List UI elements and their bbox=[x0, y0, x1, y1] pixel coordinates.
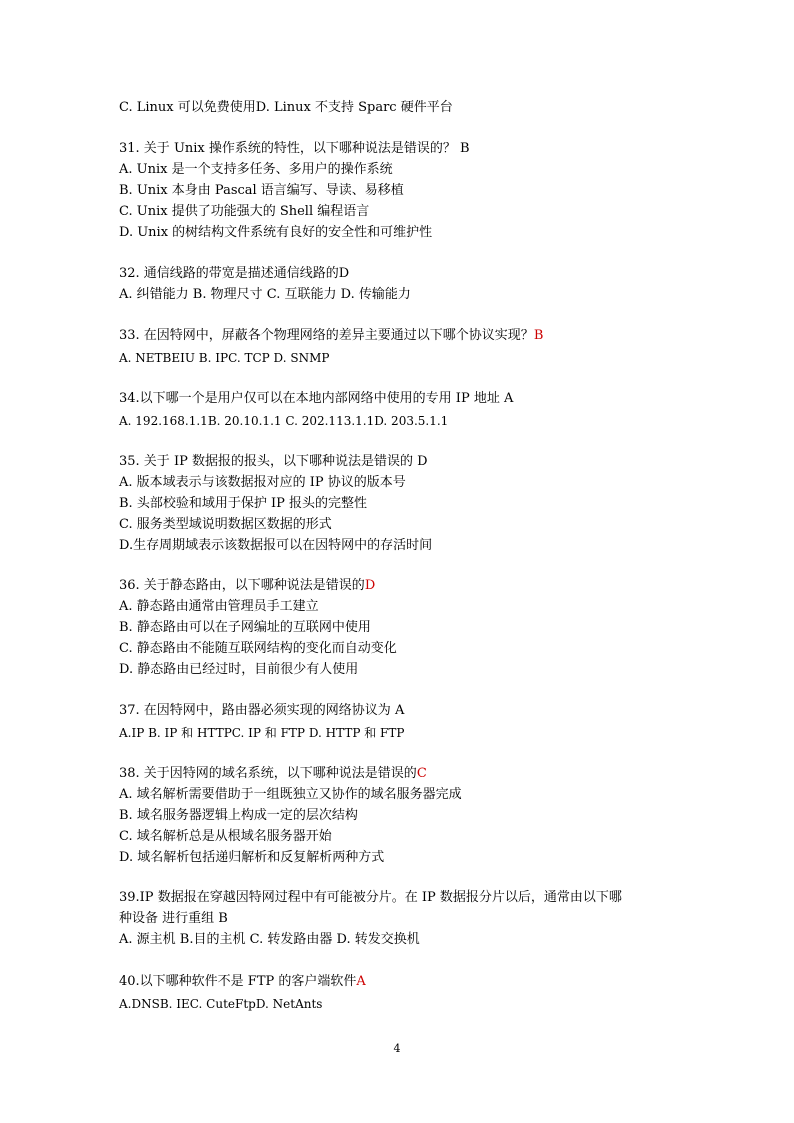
option-a: A. 域名解析需要借助于一组既独立又协作的域名服务器完成 bbox=[119, 787, 462, 802]
option-a: A. Unix 是一个支持多任务、多用户的操作系统 bbox=[119, 162, 393, 177]
question-36 bbox=[119, 578, 375, 594]
options: A.DNSB. IEC. CuteFtpD. NetAnts bbox=[119, 997, 323, 1011]
question-40 bbox=[119, 974, 366, 990]
question-34: 34.以下哪一个是用户仅可以在本地内部网络中使用的专用 IP 地址 A bbox=[119, 391, 514, 406]
option-d: D. Unix 的树结构文件系统有良好的安全性和可维护性 bbox=[119, 225, 433, 240]
option-b: B. Unix 本身由 Pascal 语言编写、导读、易移植 bbox=[119, 183, 404, 198]
option-b: B. 域名服务器逻辑上构成一定的层次结构 bbox=[119, 808, 358, 823]
question-text: 33. 在因特网中，屏蔽各个物理网络的差异主要通过以下哪个协议实现？ bbox=[119, 328, 534, 343]
question-39: 39.IP 数据报在穿越因特网过程中有可能被分片。在 IP 数据报分片以后，通常由以下哪 bbox=[119, 890, 622, 905]
question-31: 31. 关于 Unix 操作系统的特性，以下哪种说法是错误的？ B bbox=[119, 141, 470, 156]
option-c: C. Unix 提供了功能强大的 Shell 编程语言 bbox=[119, 204, 370, 219]
answer-mark: C bbox=[416, 766, 427, 781]
option-c: C. 静态路由不能随互联网结构的变化而自动变化 bbox=[119, 641, 397, 656]
options: A. 纠错能力 B. 物理尺寸 C. 互联能力 D. 传输能力 bbox=[119, 287, 411, 302]
options: A. 源主机 B.目的主机 C. 转发路由器 D. 转发交换机 bbox=[119, 932, 420, 947]
option-b: B. 头部校验和域用于保护 IP 报头的完整性 bbox=[119, 496, 367, 511]
options: A. NETBEIU B. IPC. TCP D. SNMP bbox=[119, 351, 330, 365]
question-38 bbox=[119, 766, 427, 782]
answer-mark: A bbox=[356, 974, 366, 989]
question-39-continued: 种设备 进行重组 B bbox=[119, 911, 228, 926]
page-number: 4 bbox=[393, 1042, 401, 1055]
options: A. 192.168.1.1B. 20.10.1.1 C. 202.113.1.1D. 203.5.1.1 bbox=[119, 414, 449, 428]
question-35: 35. 关于 IP 数据报的报头，以下哪种说法是错误的 D bbox=[119, 454, 428, 469]
question-text: 36. 关于静态路由，以下哪种说法是错误的 bbox=[119, 578, 365, 593]
option-c: C. 域名解析总是从根域名服务器开始 bbox=[119, 829, 332, 844]
answer-mark: D bbox=[364, 578, 376, 593]
question-33 bbox=[119, 328, 543, 344]
options: A.IP B. IP 和 HTTPC. IP 和 FTP D. HTTP 和 FTP bbox=[119, 726, 405, 740]
option-d: D. 静态路由已经过时，目前很少有人使用 bbox=[119, 662, 359, 677]
question-37: 37. 在因特网中，路由器必须实现的网络协议为 A bbox=[119, 703, 405, 718]
option-b: B. 静态路由可以在子网编址的互联网中使用 bbox=[119, 620, 371, 635]
option-d: D. 域名解析包括递归解析和反复解析两种方式 bbox=[119, 850, 385, 865]
question-text: 38. 关于因特网的域名系统，以下哪种说法是错误的 bbox=[119, 766, 417, 781]
answer-mark: B bbox=[533, 328, 544, 343]
option-c: C. 服务类型域说明数据区数据的形式 bbox=[119, 517, 332, 532]
option-a: A. 版本域表示与该数据报对应的 IP 协议的版本号 bbox=[119, 475, 406, 490]
text-line: C. Linux 可以免费使用D. Linux 不支持 Sparc 硬件平台 bbox=[119, 100, 453, 115]
question-32: 32. 通信线路的带宽是描述通信线路的D bbox=[119, 266, 350, 281]
option-a: A. 静态路由通常由管理员手工建立 bbox=[119, 599, 319, 614]
option-d: D.生存周期域表示该数据报可以在因特网中的存活时间 bbox=[119, 538, 433, 553]
question-text: 40.以下哪种软件不是 FTP 的客户端软件 bbox=[119, 974, 357, 989]
